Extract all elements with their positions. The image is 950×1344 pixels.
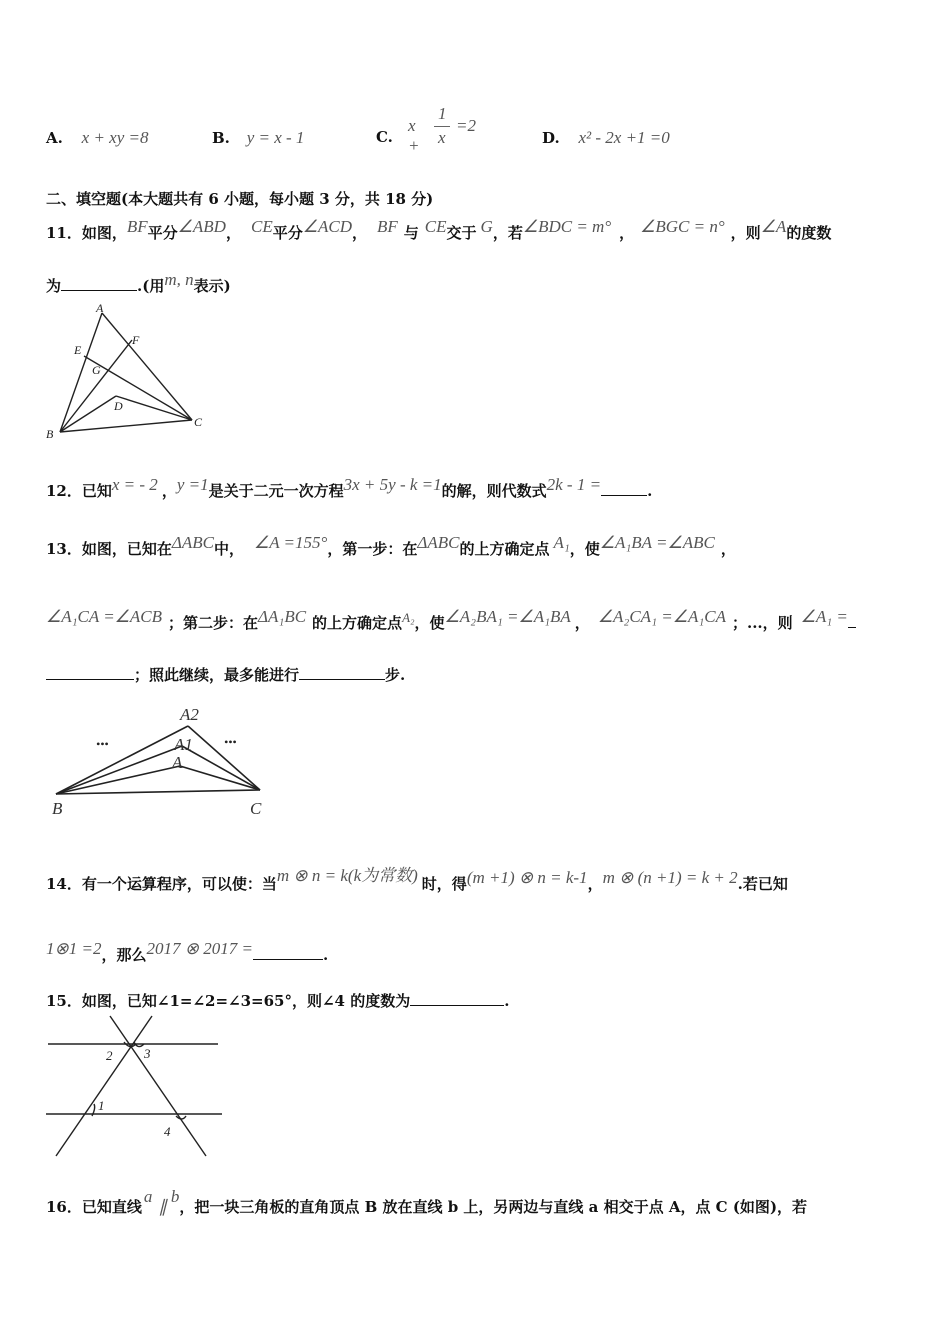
angle-label-4: 4	[164, 1124, 171, 1139]
q13-line2	[46, 607, 856, 633]
option-a-label: A.	[46, 129, 63, 147]
q14-c1: ，	[587, 875, 603, 893]
q14-ask: 2017 ⊗ 2017 =	[146, 939, 253, 958]
q14-r1: (m +1) ⊗ n = k-1	[466, 868, 588, 887]
q13-line1	[46, 533, 736, 559]
option-a-expr: x + xy =8	[81, 128, 149, 147]
option-a	[46, 128, 149, 148]
q13-line3	[46, 664, 405, 685]
q12-expr: 2k - 1 =	[546, 475, 602, 494]
option-c-label: C.	[376, 128, 393, 146]
q11-ce2: CE	[424, 217, 447, 236]
q11-t20: 的度数	[786, 224, 832, 242]
dots-right: •••	[224, 735, 237, 749]
q14-line1	[46, 866, 788, 894]
q14-t1: 时，得	[421, 875, 467, 893]
q13-num: 13．如图，已知在	[46, 540, 172, 558]
option-c-num: 1	[438, 104, 447, 123]
q13-l3: ；照此继续，最多能进行	[134, 666, 300, 684]
option-d	[542, 128, 670, 148]
q11-l2d: 表示)	[193, 277, 231, 295]
q13-tri: ΔABC	[171, 533, 214, 552]
q14-num: 14．有一个运算程序，可以使：当	[46, 875, 277, 893]
q11-g: G	[480, 217, 493, 236]
q11-num: 11．如图，	[46, 224, 127, 242]
q11-t18: ，则	[730, 224, 761, 242]
q15-text: 15．如图，已知∠1=∠2=∠3=65°，则∠4 的度数为	[46, 992, 411, 1010]
label-e: E	[74, 343, 82, 357]
option-d-label: D.	[542, 129, 560, 147]
answer-blank[interactable]	[601, 481, 647, 496]
option-b	[212, 128, 304, 148]
angle-label-2: 2	[106, 1048, 113, 1063]
answer-blank[interactable]	[410, 991, 504, 1006]
q13-tri3: ΔA₁BC	[258, 607, 307, 626]
q13-cond4: ∠A₂CA₁ =∠A₁CA	[597, 607, 726, 626]
label-d: D	[114, 399, 123, 413]
q12-y: y =1	[176, 475, 209, 494]
q11-bf: BF	[126, 217, 148, 236]
q13-cond3: ∠A₂BA₁ =∠A₁BA	[444, 607, 571, 626]
q16-a: a	[143, 1187, 153, 1206]
fraction-bar	[434, 126, 450, 127]
q11-l2b: .(用	[137, 277, 165, 295]
q16-line	[46, 1187, 808, 1217]
q12-line	[46, 475, 653, 501]
q11-t14: ，若	[492, 224, 523, 242]
label-a2: A2	[180, 705, 199, 724]
option-c	[376, 128, 393, 146]
q13-t5: ，	[720, 540, 736, 558]
q15-line	[46, 990, 509, 1011]
label-f: F	[132, 333, 140, 347]
q11-t10: 与	[403, 224, 419, 242]
label-a: A	[96, 301, 104, 315]
q14-def: m ⊗ n = k(k为常数)	[276, 866, 418, 885]
q13-t10: ；...，则	[731, 614, 793, 632]
q13-cond2: ∠A₁CA =∠ACB	[46, 607, 163, 626]
answer-blank[interactable]	[299, 665, 385, 680]
dots-left: •••	[96, 737, 109, 751]
q16-num: 16．已知直线	[46, 1198, 142, 1216]
q13-pt: A₁	[553, 533, 570, 552]
q13-t7: 的上方确定点	[312, 614, 403, 632]
q11-bf2: BF	[377, 217, 398, 236]
label-a: A	[172, 753, 183, 772]
option-c-den: x	[438, 128, 446, 147]
q11-t16: ，	[619, 224, 635, 242]
label-c: C	[250, 799, 262, 818]
q12-c1: ，	[161, 482, 177, 500]
label-c: C	[194, 415, 203, 429]
label-b: B	[52, 799, 63, 818]
q14-given: 1⊗1 =2	[46, 939, 102, 958]
q11-bgc: ∠BGC = n°	[640, 217, 725, 236]
q16-b: b	[170, 1187, 180, 1206]
q13-t2: ，第一步：在	[327, 540, 418, 558]
q14-end: .	[322, 946, 329, 964]
q12-eq: 3x + 5y - k =1	[343, 475, 442, 494]
answer-blank[interactable]	[61, 276, 137, 291]
q11-t8: ，	[351, 224, 367, 242]
q13-tri2: ΔABC	[417, 533, 460, 552]
q11-figure	[40, 300, 210, 445]
answer-blank[interactable]	[46, 665, 134, 680]
q13-t8: ，使	[414, 614, 445, 632]
q11-acd: ∠ACD	[302, 217, 352, 236]
q13-l3end: 步.	[385, 666, 406, 684]
q16-par: ∥	[158, 1197, 167, 1216]
option-d-expr: x² - 2x +1 =0	[578, 128, 670, 147]
q11-t12: 交于	[446, 224, 477, 242]
option-b-expr: y = x - 1	[246, 128, 305, 147]
q12-end: .	[647, 482, 653, 500]
q16-text: ，把一块三角板的直角顶点 B 放在直线 b 上，另两边与直线 a 相交于点 A，点 C (如图)，若	[179, 1198, 808, 1216]
answer-blank[interactable]	[253, 945, 323, 960]
q13-figure	[40, 700, 280, 820]
q14-t2: .若已知	[737, 875, 788, 893]
q11-a: ∠A	[760, 217, 787, 236]
q13-t9: ，	[574, 614, 590, 632]
q13-t4: ，使	[569, 540, 600, 558]
q12-t2: 的解，则代数式	[441, 482, 547, 500]
option-c-post: =2	[456, 116, 476, 135]
q13-pt2: A₂	[402, 610, 415, 625]
q14-line2	[46, 939, 329, 965]
q15-end: .	[504, 992, 510, 1010]
section-title: 二、填空题(本大题共有 6 小题，每小题 3 分，共 18 分)	[46, 190, 434, 208]
q14-r2: m ⊗ (n +1) = k + 2	[602, 868, 738, 887]
q11-t4: ，	[225, 224, 241, 242]
q12-x: x = - 2	[111, 475, 158, 494]
answer-blank[interactable]	[848, 613, 856, 628]
q12-t1: 是关于二元一次方程	[208, 482, 344, 500]
label-g: G	[92, 363, 101, 377]
q13-t1: 中，	[213, 540, 244, 558]
q13-t3: 的上方确定点	[459, 540, 550, 558]
q11-line2	[46, 270, 231, 296]
q11-line1	[46, 217, 832, 243]
q11-t6: 平分	[272, 224, 303, 242]
q12-num: 12．已知	[46, 482, 112, 500]
q11-bdc: ∠BDC = m°	[522, 217, 612, 236]
option-b-label: B.	[212, 129, 230, 147]
q11-mn: m, n	[164, 270, 194, 289]
label-a1: A1	[174, 735, 193, 754]
q14-t3: ，那么	[101, 946, 147, 964]
q11-l2a: 为	[46, 277, 62, 295]
q11-t2: 平分	[147, 224, 178, 242]
q13-t6: ；第二步：在	[168, 614, 259, 632]
q11-ce: CE	[250, 217, 273, 236]
q13-cond1: ∠A₁BA =∠ABC	[599, 533, 715, 552]
q13-ask: ∠A₁ =	[800, 607, 848, 626]
angle-label-3: 3	[144, 1046, 151, 1061]
q15-figure	[40, 1012, 230, 1162]
q11-abd: ∠ABD	[177, 217, 226, 236]
q13-ang: ∠A =155°	[253, 533, 328, 552]
label-b: B	[46, 427, 54, 441]
option-c-pre: x +	[408, 116, 420, 155]
angle-label-1: 1	[98, 1098, 105, 1113]
